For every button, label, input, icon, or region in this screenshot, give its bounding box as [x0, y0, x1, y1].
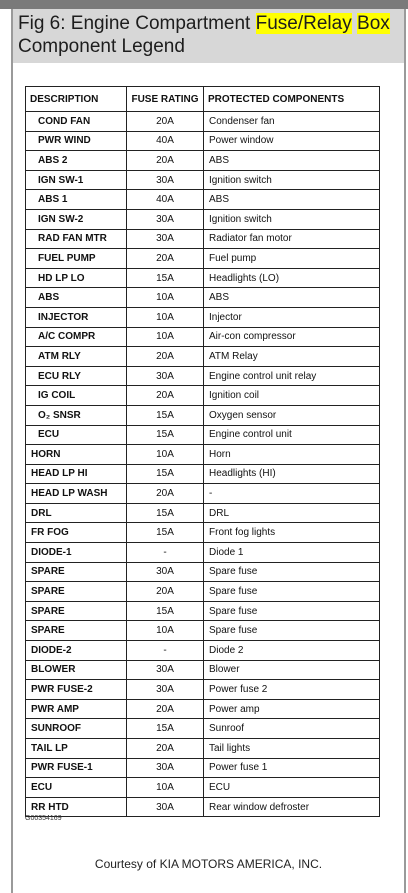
row-description: IG COIL: [26, 386, 127, 406]
table-row: [26, 739, 380, 759]
row-description: A/C COMPR: [26, 327, 127, 347]
row-fuse-rating: 15A: [127, 503, 204, 523]
row-fuse-rating: 20A: [127, 112, 204, 132]
row-protected-component: Sunroof: [204, 719, 380, 739]
row-description: PWR FUSE-1: [26, 758, 127, 778]
row-fuse-rating: 10A: [127, 778, 204, 798]
row-description: RR HTD: [26, 797, 127, 817]
row-protected-component: ATM Relay: [204, 347, 380, 367]
row-protected-component: Injector: [204, 307, 380, 327]
row-description: RAD FAN MTR: [26, 229, 127, 249]
row-fuse-rating: 30A: [127, 562, 204, 582]
table-row: [26, 641, 380, 661]
row-protected-component: Blower: [204, 660, 380, 680]
table-row: [26, 562, 380, 582]
row-fuse-rating: 20A: [127, 347, 204, 367]
row-fuse-rating: 10A: [127, 327, 204, 347]
row-description: TAIL LP: [26, 739, 127, 759]
title-highlight-fuse-relay: Fuse/Relay: [255, 13, 352, 34]
row-fuse-rating: 30A: [127, 170, 204, 190]
row-description: DRL: [26, 503, 127, 523]
row-protected-component: Power fuse 1: [204, 758, 380, 778]
row-protected-component: Condenser fan: [204, 112, 380, 132]
row-description: ABS: [26, 288, 127, 308]
row-fuse-rating: 15A: [127, 601, 204, 621]
row-fuse-rating: 15A: [127, 425, 204, 445]
row-description: DIODE-2: [26, 641, 127, 661]
row-protected-component: Radiator fan motor: [204, 229, 380, 249]
row-protected-component: Headlights (HI): [204, 464, 380, 484]
table-row: [26, 621, 380, 641]
row-protected-component: ABS: [204, 190, 380, 210]
table-row: [26, 660, 380, 680]
row-protected-component: Oxygen sensor: [204, 405, 380, 425]
row-fuse-rating: 20A: [127, 484, 204, 504]
credit-line: Courtesy of KIA MOTORS AMERICA, INC.: [94, 857, 323, 871]
row-protected-component: Power amp: [204, 699, 380, 719]
row-description: COND FAN: [26, 112, 127, 132]
table-row: [26, 190, 380, 210]
row-protected-component: ECU: [204, 778, 380, 798]
row-description: O₂ SNSR: [26, 405, 127, 425]
row-fuse-rating: 20A: [127, 386, 204, 406]
row-description: PWR FUSE-2: [26, 680, 127, 700]
row-protected-component: Horn: [204, 445, 380, 465]
row-description: SUNROOF: [26, 719, 127, 739]
table-row: [26, 699, 380, 719]
table-row: [26, 405, 380, 425]
table-row: [26, 249, 380, 269]
row-description: HEAD LP HI: [26, 464, 127, 484]
row-protected-component: Ignition switch: [204, 170, 380, 190]
table-header-row: [26, 87, 380, 112]
table-row: [26, 680, 380, 700]
table-row: [26, 386, 380, 406]
row-fuse-rating: 30A: [127, 797, 204, 817]
table-row: [26, 131, 380, 151]
row-description: ATM RLY: [26, 347, 127, 367]
row-description: HD LP LO: [26, 268, 127, 288]
row-description: SPARE: [26, 601, 127, 621]
table-row: [26, 484, 380, 504]
row-fuse-rating: 15A: [127, 523, 204, 543]
row-description: ECU: [26, 778, 127, 798]
row-description: INJECTOR: [26, 307, 127, 327]
header-protected-components: PROTECTED COMPONENTS: [204, 87, 380, 112]
table-body: [26, 112, 380, 817]
row-protected-component: DRL: [204, 503, 380, 523]
top-bar: [0, 0, 408, 9]
title-part-1: Fig 6: Engine Compartment: [18, 13, 256, 34]
fuse-legend-table: [25, 86, 380, 817]
row-description: SPARE: [26, 562, 127, 582]
table-row: [26, 288, 380, 308]
row-protected-component: Power fuse 2: [204, 680, 380, 700]
table-row: [26, 445, 380, 465]
row-fuse-rating: 20A: [127, 739, 204, 759]
row-protected-component: Spare fuse: [204, 562, 380, 582]
row-fuse-rating: 10A: [127, 307, 204, 327]
row-description: SPARE: [26, 582, 127, 602]
row-protected-component: Headlights (LO): [204, 268, 380, 288]
left-border: [11, 9, 13, 893]
row-protected-component: Rear window defroster: [204, 797, 380, 817]
row-description: PWR WIND: [26, 131, 127, 151]
header-fuse-rating: FUSE RATING: [127, 87, 204, 112]
row-protected-component: Air-con compressor: [204, 327, 380, 347]
row-description: IGN SW-2: [26, 209, 127, 229]
table-row: [26, 719, 380, 739]
row-fuse-rating: 30A: [127, 209, 204, 229]
row-protected-component: -: [204, 484, 380, 504]
row-protected-component: Diode 2: [204, 641, 380, 661]
row-fuse-rating: 10A: [127, 445, 204, 465]
row-fuse-rating: 15A: [127, 464, 204, 484]
row-protected-component: Spare fuse: [204, 621, 380, 641]
table-row: [26, 601, 380, 621]
row-description: HEAD LP WASH: [26, 484, 127, 504]
row-fuse-rating: 20A: [127, 582, 204, 602]
row-fuse-rating: 40A: [127, 190, 204, 210]
row-protected-component: Fuel pump: [204, 249, 380, 269]
table-row: [26, 209, 380, 229]
row-description: ABS 2: [26, 151, 127, 171]
row-description: HORN: [26, 445, 127, 465]
row-description: ECU: [26, 425, 127, 445]
figure-code: G00354169: [25, 815, 62, 822]
row-fuse-rating: 30A: [127, 680, 204, 700]
row-fuse-rating: 15A: [127, 268, 204, 288]
row-fuse-rating: 20A: [127, 249, 204, 269]
table-row: [26, 523, 380, 543]
table-row: [26, 366, 380, 386]
table-row: [26, 151, 380, 171]
figure-title: [18, 12, 398, 58]
header-description: DESCRIPTION: [26, 87, 127, 112]
row-fuse-rating: 20A: [127, 151, 204, 171]
row-protected-component: Diode 1: [204, 543, 380, 563]
row-protected-component: Tail lights: [204, 739, 380, 759]
title-part-3: Component Legend: [18, 36, 185, 57]
table-row: [26, 327, 380, 347]
row-fuse-rating: 10A: [127, 621, 204, 641]
row-fuse-rating: 30A: [127, 660, 204, 680]
table-row: [26, 112, 380, 132]
table-row: [26, 543, 380, 563]
table-row: [26, 778, 380, 798]
row-fuse-rating: -: [127, 543, 204, 563]
row-description: FR FOG: [26, 523, 127, 543]
row-description: BLOWER: [26, 660, 127, 680]
table-row: [26, 229, 380, 249]
title-highlight-box: Box: [357, 13, 390, 34]
row-protected-component: ABS: [204, 288, 380, 308]
row-fuse-rating: 20A: [127, 699, 204, 719]
row-protected-component: Engine control unit relay: [204, 366, 380, 386]
table-row: [26, 758, 380, 778]
table-row: [26, 347, 380, 367]
row-fuse-rating: 10A: [127, 288, 204, 308]
row-description: FUEL PUMP: [26, 249, 127, 269]
table-row: [26, 425, 380, 445]
table-row: [26, 307, 380, 327]
row-fuse-rating: 15A: [127, 719, 204, 739]
row-description: SPARE: [26, 621, 127, 641]
table-row: [26, 170, 380, 190]
table-row: [26, 582, 380, 602]
row-protected-component: Spare fuse: [204, 601, 380, 621]
row-protected-component: Front fog lights: [204, 523, 380, 543]
row-fuse-rating: 15A: [127, 405, 204, 425]
row-protected-component: Ignition coil: [204, 386, 380, 406]
row-fuse-rating: 40A: [127, 131, 204, 151]
row-protected-component: Power window: [204, 131, 380, 151]
row-description: ABS 1: [26, 190, 127, 210]
row-fuse-rating: 30A: [127, 758, 204, 778]
row-description: IGN SW-1: [26, 170, 127, 190]
right-border: [404, 9, 406, 893]
row-protected-component: ABS: [204, 151, 380, 171]
table-row: [26, 464, 380, 484]
row-protected-component: Ignition switch: [204, 209, 380, 229]
table-row: [26, 268, 380, 288]
row-fuse-rating: 30A: [127, 366, 204, 386]
row-protected-component: Spare fuse: [204, 582, 380, 602]
row-description: ECU RLY: [26, 366, 127, 386]
row-description: PWR AMP: [26, 699, 127, 719]
table-row: [26, 503, 380, 523]
row-description: DIODE-1: [26, 543, 127, 563]
table-row: [26, 797, 380, 817]
row-protected-component: Engine control unit: [204, 425, 380, 445]
row-fuse-rating: 30A: [127, 229, 204, 249]
row-fuse-rating: -: [127, 641, 204, 661]
